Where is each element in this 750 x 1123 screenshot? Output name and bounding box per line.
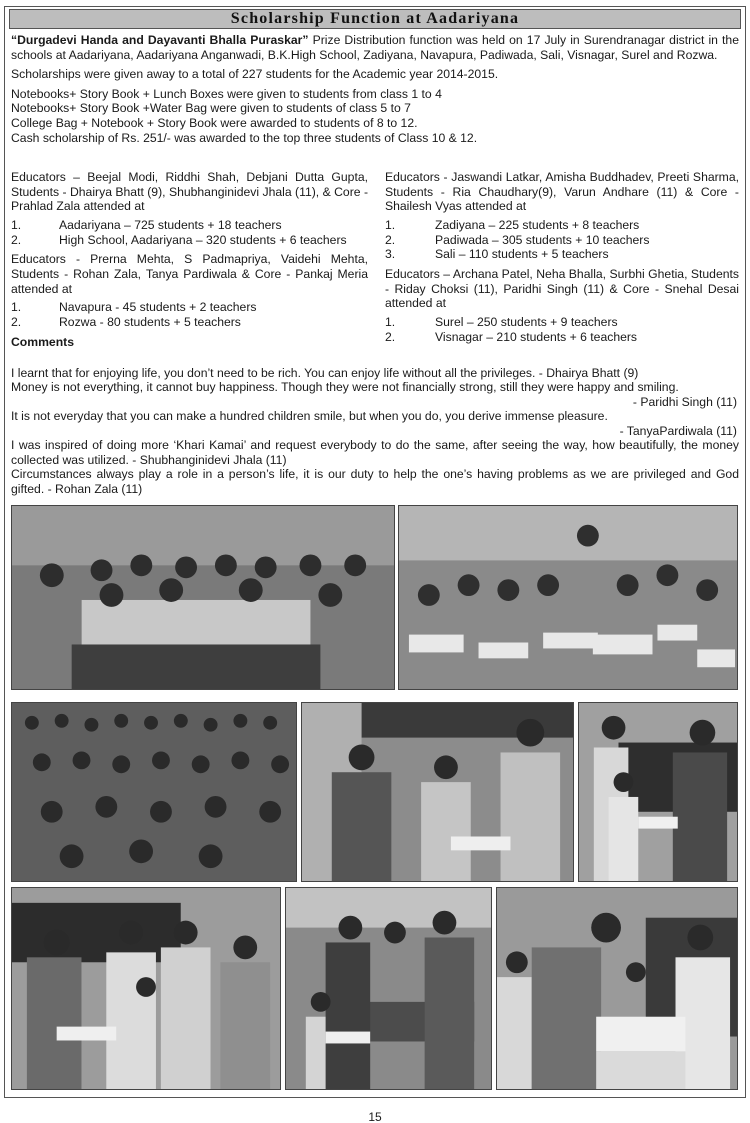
left-group1-list — [11, 218, 368, 248]
photo-gift-distribution-table — [285, 887, 492, 1090]
list-item: 2. High School, Aadariyana – 320 students + 6 teachers — [11, 232, 347, 247]
list-item: 2. Visnagar – 210 students + 6 teachers — [385, 329, 638, 344]
photo-girl-receiving-bag — [11, 887, 281, 1090]
comment-quote: Money is not everything, it cannot buy happiness. Though they were not financially strong, still they were happy and smiling. — [11, 380, 679, 395]
intro-text: Prize Distribution function was held on 17 July in Surendranagar district in the schools at Aadariyana, Aadariyana Anganwadi, B.K.High School, Zadiyana, Navapura, Padiwada, Sali, Visnagar, Surel and Rozwa. — [11, 33, 739, 62]
right-group1-text: Educators - Jaswandi Latkar, Amisha Buddhadev, Preeti Sharma, Students - Ria Chaudhary(9), Varun Andhare (11) & Core - Shailesh Vyas attended at — [385, 170, 739, 214]
comment-attribution: - TanyaPardiwala (11) — [619, 423, 737, 438]
intro-paragraph — [11, 33, 739, 62]
intro-section — [11, 33, 739, 150]
list-item: 1. Zadiyana – 225 students + 8 teachers — [385, 217, 640, 232]
list-item: 2. Padiwada – 305 students + 10 teachers — [385, 232, 650, 247]
right-group1-list — [385, 218, 739, 262]
left-column — [11, 170, 368, 349]
photo-girls-handing-gifts — [301, 702, 574, 882]
right-group2-text: Educators – Archana Patel, Neha Bhalla, Surbhi Ghetia, Students - Riday Choksi (11), Paridhi Singh (11) & Core - Snehal Desai attended at — [385, 267, 739, 311]
right-group2-list — [385, 315, 739, 345]
attendance-columns — [11, 170, 739, 358]
photo-girl-receiving-box — [496, 887, 738, 1090]
comment-quote: Circumstances always play a role in a person’s life, it is our duty to help the one’s having problems as we are privileged and God gifted. - Rohan Zala (11) — [11, 467, 739, 496]
award-item: Notebooks+ Story Book + Lunch Boxes were given to students from class 1 to 4 — [11, 86, 442, 101]
intro-award-name: “Durgadevi Handa and Dayavanti Bhalla Puraskar” — [11, 33, 309, 47]
awards-list — [11, 87, 739, 145]
list-item: 1. Navapura - 45 students + 2 teachers — [11, 300, 257, 315]
comment-quote: I was inspired of doing more ‘Khari Kamai’ and request everybody to do the same, after seeing the way, how beautifully, the money collected was utilized. - Shubhanginidevi Jhala (11) — [11, 438, 739, 467]
comments-section — [11, 366, 739, 496]
award-item: Cash scholarship of Rs. 251/- was awarded to the top three students of Class 10 & 12. — [11, 130, 478, 145]
left-group1-text: Educators – Beejal Modi, Riddhi Shah, Debjani Dutta Gupta, Students - Dhairya Bhatt (9), Shubhanginidevi Jhala (11), & Core - Prahlad Zala attended at — [11, 170, 368, 214]
list-item: 3. Sali – 110 students + 5 teachers — [385, 247, 609, 262]
award-item: Notebooks+ Story Book +Water Bag were given to students of class 5 to 7 — [11, 101, 411, 116]
photo-classroom-students — [11, 505, 395, 690]
left-group2-text: Educators - Prerna Mehta, S Padmapriya, Vaidehi Mehta, Students - Rohan Zala, Tanya Pardiwala & Core - Pankaj Meria attended at — [11, 252, 368, 296]
scholarship-summary: Scholarships were given away to a total of 227 students for the Academic year 2014-2015. — [11, 67, 499, 82]
photo-crowd-seated — [11, 702, 297, 882]
list-item: 1. Surel – 250 students + 9 teachers — [385, 314, 618, 329]
list-item: 2. Rozwa - 80 students + 5 teachers — [11, 314, 241, 329]
award-item: College Bag + Notebook + Story Book were awarded to students of 8 to 12. — [11, 115, 418, 130]
comment-attribution: - Paridhi Singh (11) — [632, 394, 737, 409]
list-item: 1. Aadariyana – 725 students + 18 teachers — [11, 217, 282, 232]
article-title: Scholarship Function at Aadariyana — [230, 10, 520, 27]
comment-quote: I learnt that for enjoying life, you don’t need to be rich. You can enjoy life without all the privileges. - Dhairya Bhatt (9) — [11, 366, 639, 380]
article-title-bar — [9, 9, 741, 29]
comment-quote: It is not everyday that you can make a hundred children smile, but when you do, you derive immense pleasure. — [11, 409, 608, 424]
photo-boy-receiving-gift — [578, 702, 738, 882]
comments-heading: Comments — [11, 334, 74, 349]
page-number: 15 — [368, 1110, 382, 1123]
left-group2-list — [11, 300, 368, 330]
right-column — [385, 170, 739, 350]
photo-students-with-bags — [398, 505, 738, 690]
